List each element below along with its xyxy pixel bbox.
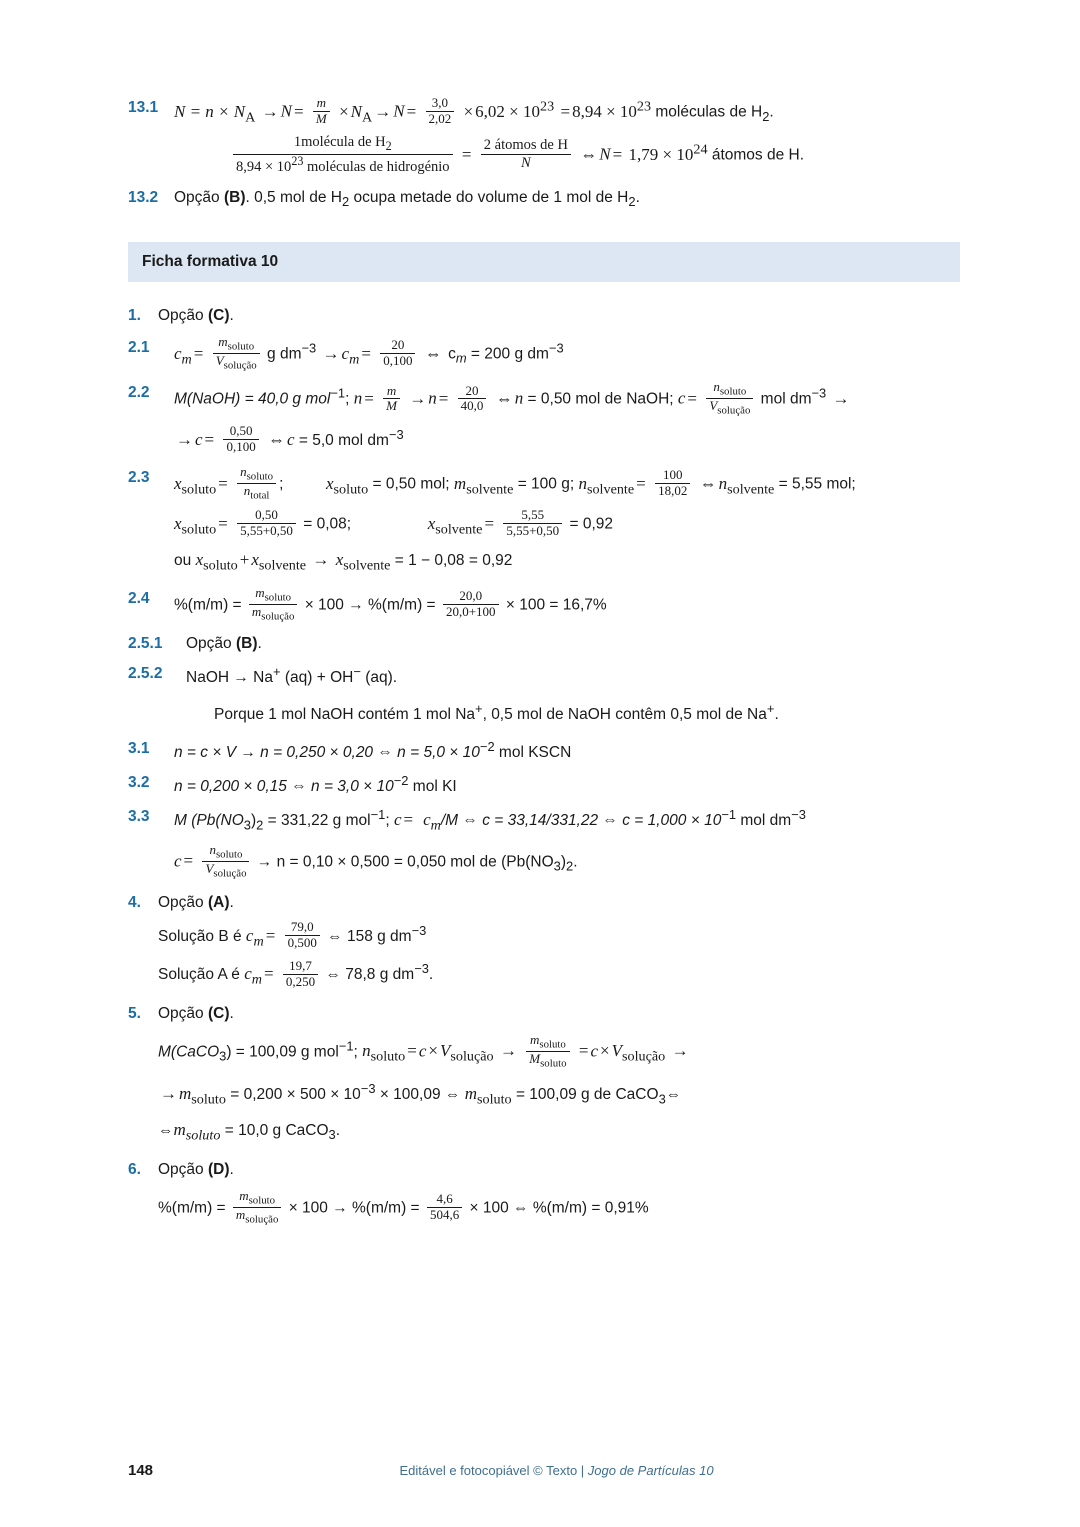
formula-sub: A [245,109,256,126]
section-banner: Ficha formativa 10 [128,242,960,282]
option-label: (C) [207,1004,230,1022]
formula-result: 1,79 × 10 [628,144,694,164]
answer-body: M(NaOH) = 40,0 g mol$^{-1}$; n = $\frac{m}{M}$ → n = $\frac{20}{40,0}$ ⇔ n = 0,50 mol de NaOH; c = $\frac{n_{soluto}}{V_{solução}}$ mol $dm^{-3}$ → [174,379,850,418]
option-label: (A) [207,893,230,911]
answer-13-1-line2: $\frac{1molécula de H_2}{8,94 \times 10^{23} moléculas de hidrogénio}$ = $\frac{\text{2 átomos de H}}{N}$ ⇔ $N = 1,79 \times 10^{24}$ átomos de H. [128,135,960,176]
fraction-m-over-M: $\frac{m}{M}$ [313,96,330,127]
fraction-20-over-40: $\frac{20}{40,0}$ [458,384,487,415]
answer-3-2 [128,771,960,799]
fraction-0-50-over-0-100: $\frac{0,50}{0,100}$ [223,424,258,455]
answer-2-3-line2: $x_{soluto}$ = $\frac{0,50}{5,55+0,50}$ = 0,08; $x_{solvente}$ = $\frac{5,55}{5,55+0,50}$ = 0,92 [174,507,614,539]
answer-5-line3: → $m_{soluto} = 0,200 \times 500 \times 10^{-3} \times 100,09$ ⇔ $m_{soluto} = 100,09$ g de CaCO$_3$⇔ [160,1080,682,1108]
formula-text: n = c × V → n = 0,250 × 0,20 ⇔ n = 5,0 × 10 [174,743,480,761]
fraction-msoluto-over-Msoluto: $\frac{m_{soluto}}{M_{soluto}}$ [526,1033,569,1070]
fraction-atoms-over-N: $\frac{\text{2 átomos de H}}{N}$ [481,137,571,171]
answer-number: 3.2 [128,773,150,791]
fraction-msoluto-over-Vsolucao: $\frac{m_{soluto}}{V_{solução}}$ [213,335,260,372]
answer-body: Opção (C). [158,1004,234,1022]
answer-3-1 [128,737,960,765]
formula-text: 8,94 × 10 [572,101,637,121]
formula-text: n = 0,200 × 0,15 ⇔ n = 3,0 × 10 [174,778,394,796]
fraction-msoluto-over-msolucao: $\frac{m_{soluto}}{m_{solução}}$ [233,1189,281,1226]
answer-body: $c_m$ = $\frac{m_{soluto}}{V_{solução}}$ g $dm^{-3} \to c_m$ = $\frac{20}{0,100}$ ⇔ $c_m = 200$ g $dm^{-3}$ [174,334,564,373]
footer-title: Jogo de Partículas 10 [587,1463,714,1478]
fraction-m-over-M: $\frac{m}{M}$ [383,384,400,415]
answer-2-1 [128,336,960,373]
fraction-xsoluto: $\frac{0,50}{5,55+0,50}$ [237,508,296,539]
fraction-xsolvente: $\frac{5,55}{5,55+0,50}$ [503,508,562,539]
formula-text: M(NaOH) = 40,0 g mol [174,391,331,409]
fraction-100-over-18-02: $\frac{100}{18,02}$ [655,468,690,499]
answer-number: 5. [128,1004,141,1022]
answer-4-line2: Solução B é $c_m$ = $\frac{79,0}{0,500}$ ⇔ 158 g $dm^{-3}$ [158,919,427,951]
fraction-20-over-120: $\frac{20,0}{20,0+100}$ [443,589,499,620]
formula-text: N = n × N [174,101,246,121]
formula-text: → n = 0,10 × 0,500 = 0,050 mol de (Pb(NO [256,853,554,871]
fraction-msoluto-over-msolucao: $\frac{m_{soluto}}{m_{solução}}$ [249,586,297,623]
answer-2-5-2 [128,662,960,690]
fraction-molecule-over-molecules: $\frac{1molécula de H_2}{8,94 \times 10^{23} moléculas de hidrogénio}$ [233,134,453,175]
fraction-19-7-over-0-250: $\frac{19,7}{0,250}$ [283,959,318,990]
page-footer [128,1462,960,1479]
answer-13-2 [128,186,960,212]
answer-2-5-1 [128,632,960,656]
formula-tail: átomos de H. [711,146,805,164]
answer-2-2 [128,381,960,418]
answer-2-4 [128,587,960,624]
answer-body: Opção (B). 0,5 mol de $H_2$ ocupa metade do volume de 1 mol de $H_2$. [174,189,640,210]
fraction-4-6-over-504-6: $\frac{4,6}{504,6}$ [427,1192,462,1223]
answer-4 [128,891,960,915]
fraction-nsoluto-over-Vsolucao: $\frac{n_{soluto}}{V_{solução}}$ [202,843,249,880]
answer-number: 4. [128,893,141,911]
formula-text: M(CaCO [158,1043,220,1061]
answer-body: Opção (A). [158,893,234,911]
answer-3-3-line2: c = $\frac{n_{soluto}}{V_{solução}}$ → n = 0,10 × 0,500 = 0,050 mol de ($Pb(NO_3)_2$. [174,841,578,880]
page-number: 148 [128,1462,154,1479]
answer-3-3 [128,805,960,838]
answer-body: Opção (B). [186,635,262,653]
fraction-nsoluto-over-ntotal: $\frac{n_{soluto}}{n_{total}}$ [237,465,276,502]
answer-body: $N = n \times N_A \to N$ = $\frac{m}{M}$ × $N_A \to N$ = $\frac{3,0}{2,02}$ × $6,02 \times 10^{23} = 8,94 \times 10^{23}$ moléculas de $H_2$. [174,95,774,127]
answer-number: 6. [128,1160,141,1178]
footer-credit: Editável e fotocopiável © Texto | Jogo de Partículas 10 [399,1463,714,1478]
answer-2-3 [128,466,960,503]
answer-body: n = 0,200 × 0,15 ⇔ $n = 3,0 \times 10^{-2}$ mol KI [174,772,457,796]
formula-text: 6,02 × 10 [475,101,540,121]
answer-2-2-line2: → c = $\frac{0,50}{0,100}$ ⇔ c = 5,0 mol $dm^{-3}$ [176,423,404,455]
answer-number: 1. [128,307,141,325]
answer-4-line3: Solução A é $c_m$ = $\frac{19,7}{0,250}$ ⇔ 78,8 g $dm^{-3}$. [158,957,434,989]
answer-number: 13.2 [128,189,159,207]
answer-number: 3.3 [128,808,150,826]
answer-number: 3.1 [128,739,150,757]
option-label: (D) [207,1160,230,1178]
fraction-79-over-0-500: $\frac{79,0}{0,500}$ [285,920,320,951]
page-content [128,96,960,1233]
option-label: (B) [223,189,246,207]
answer-5-line2: M(CaCO$_3$) = 100,09 g mol$^{-1}$; $n_{soluto} = c \times V_{solução}$ → $\frac{m_{soluto}}{M_{soluto}}$ = $c \times V_{solução}$ → [158,1031,689,1070]
answer-number: 2.1 [128,339,150,357]
answer-1 [128,304,960,328]
fraction-20-over-0-100: $\frac{20}{0,100}$ [380,338,415,369]
answer-body: M ($Pb(NO_3)_2 = 331,22$ g mol$^{-1}$; $c = c_m/M$ ⇔ c = 33,14/331,22 ⇔ $c = 1,000 \times 10^{-1}$ mol $dm^{-3}$ [174,807,806,834]
answer-body: %(m/m) = $\frac{m_{soluto}}{m_{solução}}$ × 100 → %(m/m) = $\frac{20,0}{20,0+100}$ × 100 = 16,7% [174,585,607,623]
fraction-nsoluto-over-Vsolucao: $\frac{n_{soluto}}{V_{solução}}$ [706,380,753,417]
answer-body: NaOH → Na+ (aq) + OH− (aq). [186,664,398,687]
answer-number: 13.1 [128,99,159,116]
answer-body: Opção (C). [158,307,234,325]
answer-6-line2: %(m/m) = $\frac{m_{soluto}}{m_{solução}}$ × 100 → %(m/m) = $\frac{4,6}{504,6}$ × 100 ⇔ %(m/m) = 0,91% [158,1187,649,1226]
answer-2-5-2-line2: Porque 1 mol NaOH contém 1 mol Na+, 0,5 mol de NaOH contêm 0,5 mol de Na+. [214,700,779,723]
answer-body: Opção (D). [158,1160,234,1178]
option-label: (B) [235,635,258,653]
answer-5-line4: $\Leftrightarrow m_{soluto} = 10,0$ g CaCO$_3$. [158,1120,341,1144]
answer-13-1 [128,96,960,129]
answer-body: n = c × V → n = 0,250 × 0,20 ⇔ $n = 5,0 \times 10^{-2}$ mol KSCN [174,738,572,761]
formula-text: M (Pb(NO [174,812,244,830]
answer-5 [128,1002,960,1026]
answer-2-3-line3: ou $x_{soluto} + x_{solvente} \to x_{solvente} = 1 - 0,08 = 0,92$ [174,549,513,574]
answer-number: 2.5.1 [128,635,163,653]
answer-number: 2.4 [128,590,150,608]
fraction-3-0-over-2-02: $\frac{3,0}{2,02}$ [426,96,455,127]
answer-number: 2.5.2 [128,665,163,683]
answer-6 [128,1158,960,1182]
answer-number: 2.3 [128,469,150,487]
answer-body: $x_{soluto}$ = $\frac{n_{soluto}}{n_{total}}$ ; $x_{soluto} = 0,50$ mol; $m_{solvente} = 100$ g; $n_{solvente}$ = $\frac{100}{18,02}$ ⇔ $n_{solvente} = 5,55$ mol; [174,464,856,502]
formula-tail: moléculas de H [655,103,763,121]
option-label: (C) [207,307,230,325]
answer-number: 2.2 [128,384,150,402]
